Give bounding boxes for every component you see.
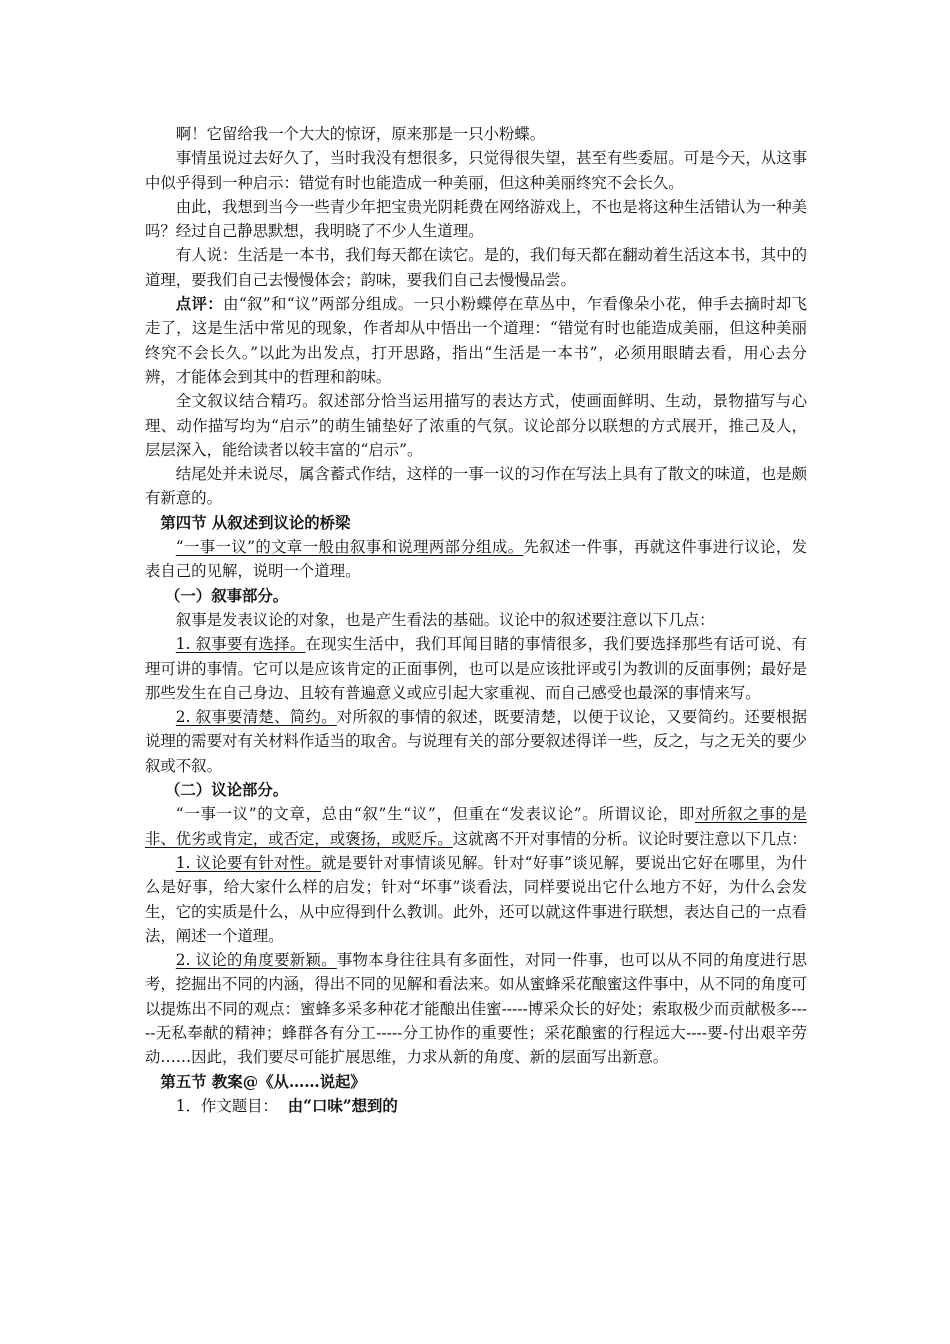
list-item-title: 1. 议论要有针对性。 [175, 853, 321, 872]
list-item-text: 在现实生活中，我们耳闻目睹的事情很多，我们要选择那些有话可说、有理可讲的事情。它可以是应该肯定的正面事例，也可以是应该批评或引为教训的反面事例；最好是那些发生在自己身边、且较有普遍意义或应引起大家重视、而自己感受也最深的事情来写。 [145, 635, 807, 702]
paragraph-text: 这就离不开对事情的分析。议论时要注意以下几点： [452, 829, 807, 848]
underlined-text: 对所叙之事的是非、优劣或肯定，或否定，或褒扬，或贬斥。 [145, 805, 807, 848]
paragraph-text: 先叙述一件事，再就这件事进行议论，发表自己的见解，说明一个道理。 [145, 538, 807, 581]
section-intro [145, 535, 807, 584]
essay-title: 由“口味”想到的 [287, 1096, 398, 1115]
subsection-heading: （一）叙事部分。 [165, 586, 289, 605]
paragraph: 叙事是发表议论的对象，也是产生看法的基础。议论中的叙述要注意以下几点： [175, 610, 715, 629]
document-page [145, 122, 807, 1118]
list-item [145, 1094, 807, 1118]
paragraph: 事情虽说过去好久了，当时我没有想很多，只觉得很失望，甚至有些委屈。可是今天，从这事中似乎得到一种启示：错觉有时也能造成一种美丽，但这种美丽终究不会长久。 [145, 149, 807, 192]
list-item-text: 事物本身往往具有多面性，对同一件事，也可以从不同的角度进行思考，挖掘出不同的内涵，得出不同的见解和看法来。如从蜜蜂采花酿蜜这件事中，从不同的角度可以提炼出不同的观点：蜜蜂多采多种花才能酿出佳蜜-----博采众长的好处；索取极少而贡献极多-----无私奉献的精神；蜂群各有分工-----分工协作的重要性；采花酿蜜的行程远大----要-付出艰辛劳动……因此，我们要尽可能扩展思维，力求从新的角度、新的层面写出新意。 [145, 951, 807, 1067]
list-item [145, 851, 807, 948]
section-heading: 第五节 教案@《从……说起》 [160, 1072, 366, 1091]
commentary-paragraph [145, 292, 807, 389]
list-item-title: 2. 议论的角度要新颖。 [175, 951, 337, 970]
list-item-text: 对所叙的事情的叙述，既要清楚，以便于议论，又要简约。还要根据说理的需要对有关材料作适当的取舍。与说理有关的部分要叙述得详一些，反之，与之无关的要少叙或不叙。 [145, 708, 807, 775]
commentary-label: 点评： [175, 295, 224, 314]
list-item [145, 632, 807, 705]
section-heading: 第四节 从叙述到议论的桥梁 [160, 513, 351, 532]
subsection-heading: （二）议论部分。 [165, 781, 289, 800]
commentary-text: 由“叙”和“议”两部分组成。一只小粉蝶停在草丛中，乍看像朵小花，伸手去摘时却飞走了，这是生活中常见的现象，作者却从中悟出一个道理：“错觉有时也能造成美丽，但这种美丽终究不会长久。”以此为出发点，打开思路，指出“生活是一本书”，必须用眼睛去看，用心去分辨，才能体会到其中的哲理和韵味。 [145, 295, 807, 386]
list-item [145, 705, 807, 778]
paragraph-text: “一事一议”的文章，总由“叙”生“议”，但重在“发表议论”。所谓议论，即 [175, 805, 696, 824]
list-item-text: 就是要针对事情谈见解。针对“好事”谈见解，要说出它好在哪里，为什么是好事，给大家什么样的启发；针对“坏事”谈看法，同样要说出它什么地方不好，为什么会发生，它的实质是什么，从中应得到什么教训。此外，还可以就这件事进行联想，表达自己的一点看法，阐述一个道理。 [145, 853, 807, 945]
list-item-number: 1．作文题目： [175, 1096, 278, 1115]
list-item [145, 948, 807, 1069]
underlined-text: “一事一议”的文章一般由叙事和说理两部分组成。 [175, 538, 524, 557]
paragraph: 啊！它留给我一个大大的惊讶，原来那是一只小粉蝶。 [175, 125, 546, 143]
list-item-title: 1. 叙事要有选择。 [175, 635, 306, 654]
paragraph: 有人说：生活是一本书，我们每天都在读它。是的，我们每天都在翻动着生活这本书，其中的道理，要我们自己去慢慢体会；韵味，要我们自己去慢慢品尝。 [145, 246, 807, 289]
paragraph: 全文叙议结合精巧。叙述部分恰当运用描写的表达方式，使画面鲜明、生动，景物描写与心理、动作描写均为“启示”的萌生铺垫好了浓重的气氛。议论部分以联想的方式展开，推己及人，层层深入，能给读者以较丰富的“启示”。 [145, 392, 807, 459]
list-item-title: 2. 叙事要清楚、简约。 [175, 708, 337, 727]
paragraph [145, 802, 807, 851]
paragraph: 由此，我想到当今一些青少年把宝贵光阴耗费在网络游戏上，不也是将这种生活错认为一种美吗？经过自己静思默想，我明晓了不少人生道理。 [145, 197, 807, 241]
paragraph: 结尾处并未说尽，属含蓄式作结，这样的一事一议的习作在写法上具有了散文的味道，也是颇有新意的。 [145, 465, 807, 508]
